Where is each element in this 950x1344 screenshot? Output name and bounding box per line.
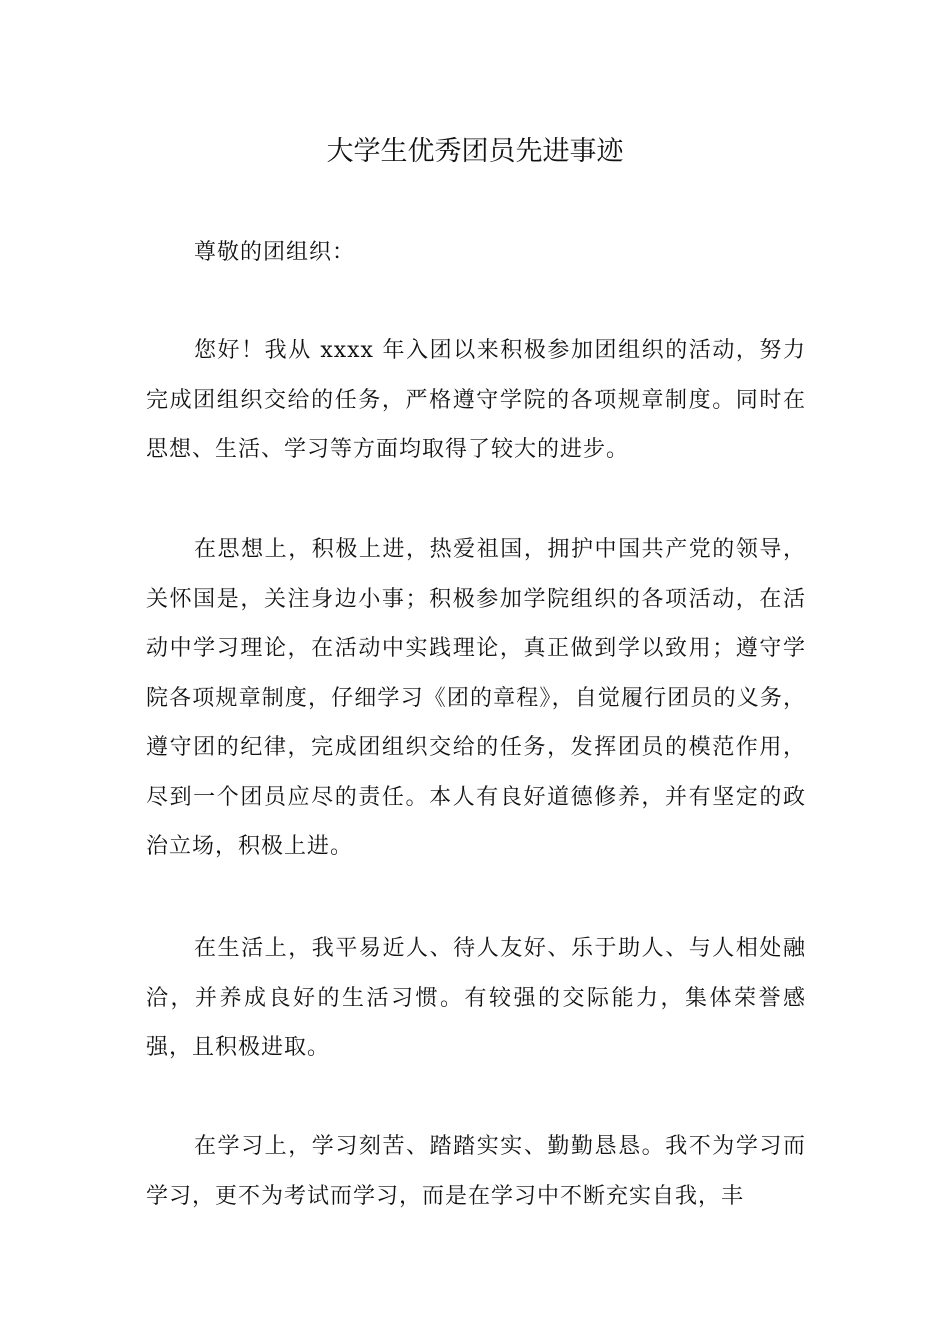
salutation: 尊敬的团组织： [194, 240, 356, 265]
paragraph-study: 在学习上，学习刻苦、踏踏实实、勤勤恳恳。我不为学习而学习，更不为考试而学习，而是在学习中不断充实自我，丰 [146, 1134, 806, 1209]
paragraph-thought: 在思想上，积极上进，热爱祖国，拥护中国共产党的领导，关怀国是，关注身边小事；积极参加学院组织的各项活动，在活动中学习理论，在活动中实践理论，真正做到学以致用；遵守学院各项规章制度，仔细学习《团的章程》，自觉履行团员的义务，遵守团的纪律，完成团组织交给的任务，发挥团员的模范作用，尽到一个团员应尽的责任。本人有良好道德修养，并有坚定的政治立场，积极上进。 [146, 537, 806, 859]
paragraph-life: 在生活上，我平易近人、待人友好、乐于助人、与人相处融洽，并养成良好的生活习惯。有较强的交际能力，集体荣誉感强，且积极进取。 [146, 936, 806, 1060]
document-title: 大学生优秀团员先进事迹 [326, 136, 624, 167]
paragraph-intro: 您好！我从 xxxx 年入团以来积极参加团组织的活动，努力完成团组织交给的任务，严格遵守学院的各项规章制度。同时在思想、生活、学习等方面均取得了较大的进步。 [146, 338, 806, 462]
